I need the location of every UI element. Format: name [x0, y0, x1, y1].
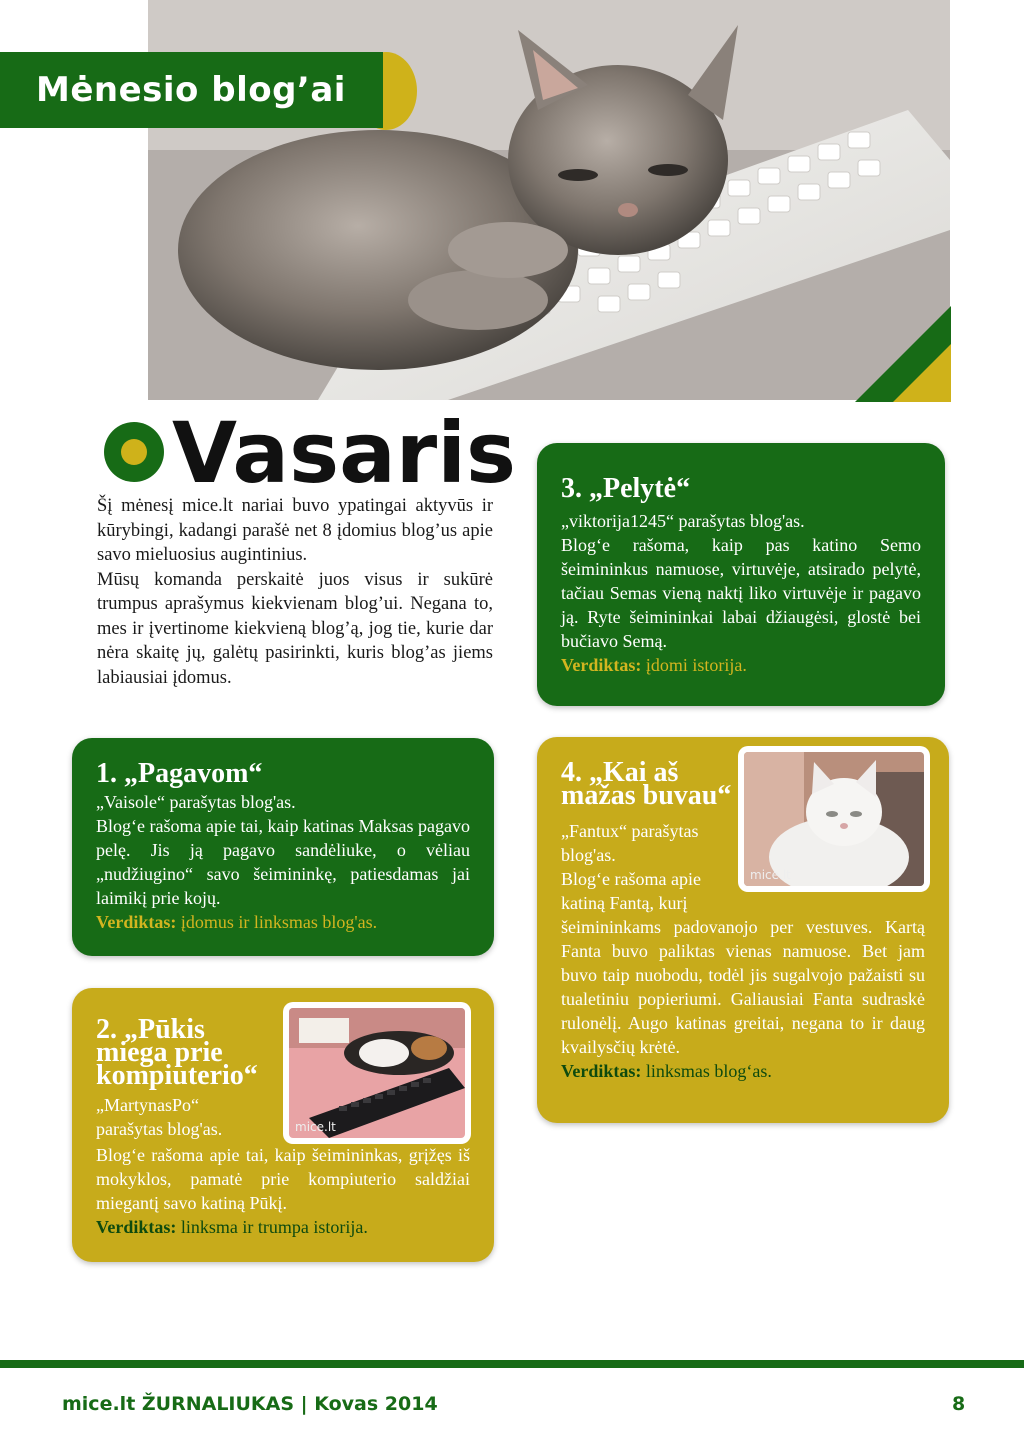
section-banner: Mėnesio blog’ai	[0, 52, 383, 128]
blog-card-2-photo	[283, 1002, 471, 1144]
blog-card-1-heading: 1. „Pagavom“	[96, 758, 263, 789]
blog-card-2-heading: 2. „Pūkis miega prie kompiuterio“	[96, 1014, 258, 1091]
footer-rule	[0, 1360, 1024, 1368]
image-watermark: mice.lt	[295, 1120, 336, 1134]
verdict-label: Verdiktas:	[561, 1061, 642, 1081]
verdict-text: linksma ir trumpa istorija.	[176, 1217, 368, 1237]
cat-sleeping-on-keyboard-image	[289, 1008, 465, 1138]
blog-card-4-text-a: Blog‘e rašoma apie katiną Fantą, kurį	[561, 869, 701, 913]
white-cat-image	[744, 752, 924, 886]
blog-card-1-author: „Vaisole“ parašytas blog'as.	[96, 792, 296, 812]
blog-card-1-text: Blog‘e rašoma apie tai, kaip katinas Maksas pagavo pelę. Jis ją pagavo sandėliuke, o vėliau „nudžiugino“ savo šeimininkę, patiesdamas jai laimikį prie kojų.	[96, 816, 470, 908]
blog-card-4-text-b: šeimininkams padovanojo per vestuves. Kartą Fanta buvo paliktas vienas namuose. Bet jam buvo taip nuobodu, todėl jis sugalvojo pažaisti su tualetiniu popieriumi. Galiausiai Fanta sudraskė rulonėlį. Augo katinas greitai, negana to ir daug kvailysčių krėtė.	[561, 917, 925, 1057]
blog-card-2-text: Blog‘e rašoma apie tai, kaip šeimininkas, grįžęs iš mokyklos, pamatė prie kompiuterio saldžiai miegantį savo katiną Pūkį.	[96, 1145, 470, 1213]
verdict-text: įdomus ir linksmas blog'as.	[176, 912, 378, 932]
corner-triangle-decoration	[855, 306, 951, 402]
blog-card-4-author: „Fantux“ parašytas blog'as.	[561, 821, 699, 865]
green-gold-circle-icon	[104, 422, 164, 482]
blog-card-2-verdict	[96, 1215, 470, 1239]
verdict-label: Verdiktas:	[96, 912, 177, 932]
blog-card-4-verdict	[561, 1059, 925, 1083]
blog-card-3-heading: 3. „Pelytė“	[561, 473, 691, 504]
blog-card-2-author: „MartynasPo“ parašytas blog'as.	[96, 1095, 223, 1139]
intro-paragraph-2: Mūsų komanda perskaitė juos visus ir sukūrė trumpus aprašymus kiekvienam blog’ui. Negana to, mes ir įvertinome kiekvieną blog’ą, jog tie, kurie dar nėra skaitę jų, galėtų pasirinkti, kuris blog’as jiems labiausiai įdomus.	[97, 569, 493, 688]
verdict-text: linksmas blog‘as.	[641, 1061, 772, 1081]
verdict-label: Verdiktas:	[96, 1217, 177, 1237]
footer-publication: mice.lt ŽURNALIUKAS | Kovas 2014	[62, 1393, 438, 1415]
blog-card-4-heading: 4. „Kai aš mažas buvau“	[561, 757, 732, 811]
intro-text	[97, 494, 493, 690]
blog-card-1-verdict	[96, 910, 470, 934]
blog-card-4-photo	[738, 746, 930, 892]
intro-paragraph-1: Šį mėnesį mice.lt nariai buvo ypatingai aktyvūs ir kūrybingi, kadangi parašė net 8 įdomius blog’us apie savo mieluosius augintinius.	[97, 496, 493, 565]
page-title: Vasaris	[172, 404, 516, 502]
blog-card-3-verdict	[561, 653, 921, 677]
verdict-text: įdomi istorija.	[641, 655, 747, 675]
blog-card-1	[72, 738, 494, 956]
verdict-label: Verdiktas:	[561, 655, 642, 675]
image-watermark: mice.lt	[750, 868, 791, 882]
blog-card-3-text: Blog‘e rašoma, kaip pas katino Semo šeimininkus namuose, virtuvėje, atsirado pelytė, tačiau Semas vieną naktį liko virtuvėje ir pagavo ją. Ryte šeimininkai labai džiaugėsi, glostė bei bučiavo Semą.	[561, 535, 921, 651]
blog-card-3	[537, 443, 945, 706]
page-number: 8	[952, 1393, 966, 1415]
blog-card-3-author: „viktorija1245“ parašytas blog'as.	[561, 511, 805, 531]
